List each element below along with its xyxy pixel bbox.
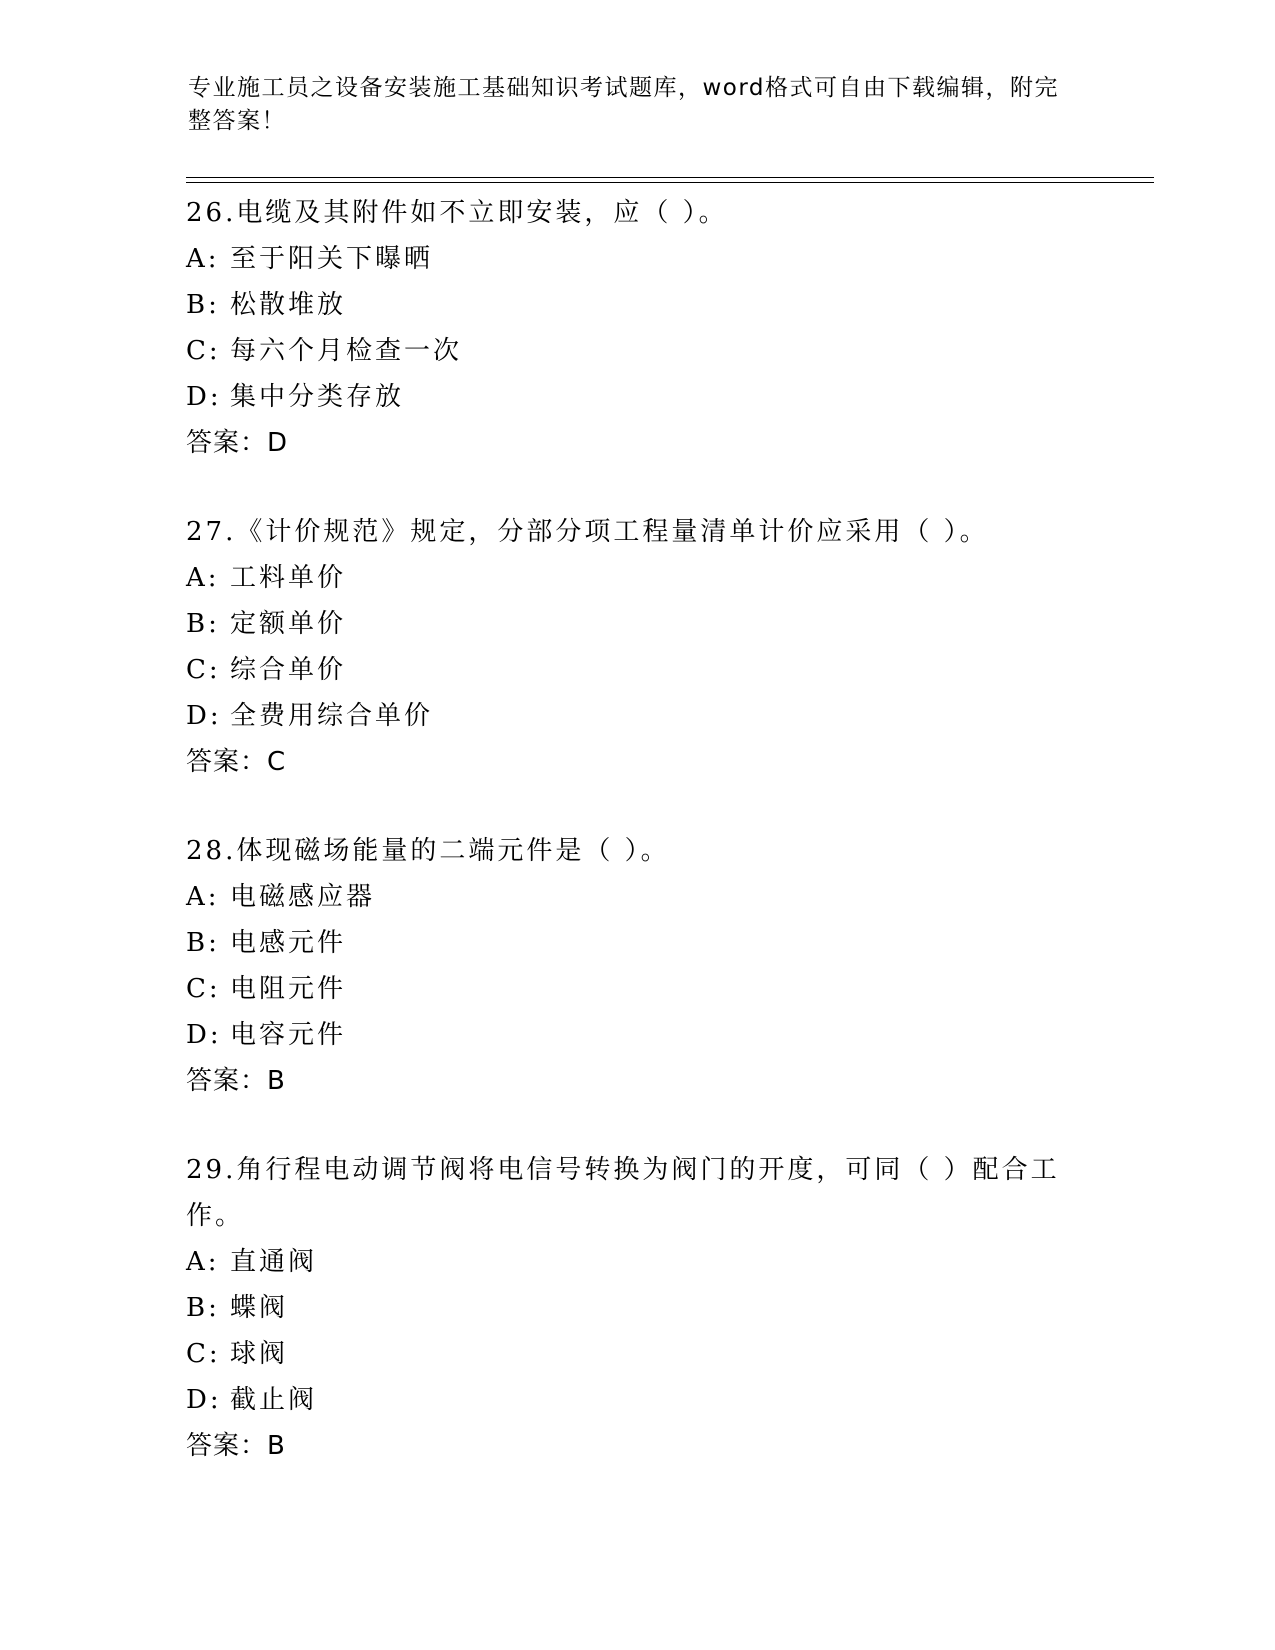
question-stem: 26.电缆及其附件如不立即安装，应（ ）。	[186, 198, 728, 228]
option-d	[186, 374, 1066, 420]
option-text: 全费用综合单价	[230, 701, 434, 731]
option-text: 集中分类存放	[230, 382, 405, 412]
option-text: 定额单价	[230, 609, 347, 639]
option-text: 截止阀	[230, 1385, 318, 1415]
option-key: A:	[186, 563, 220, 593]
header-divider-bottom	[186, 182, 1154, 183]
answer-line: 答案：B	[186, 1431, 286, 1461]
option-text: 电容元件	[230, 1020, 347, 1050]
option-a	[186, 555, 1066, 601]
option-b	[186, 601, 1066, 647]
option-key: A:	[186, 1247, 220, 1277]
option-key: C:	[186, 655, 221, 685]
question-28	[186, 828, 1066, 1104]
option-key: D:	[186, 1385, 222, 1415]
option-text: 电阻元件	[230, 974, 347, 1004]
header-divider-top	[186, 177, 1154, 178]
option-key: A:	[186, 244, 220, 274]
option-text: 电感元件	[230, 928, 347, 958]
option-b	[186, 1285, 1066, 1331]
option-text: 每六个月检查一次	[230, 336, 463, 366]
question-stem: 29.角行程电动调节阀将电信号转换为阀门的开度，可同（ ）配合工作。	[186, 1155, 1060, 1231]
answer-line: 答案：B	[186, 1066, 286, 1096]
option-d	[186, 1012, 1066, 1058]
option-text: 松散堆放	[230, 290, 347, 320]
document-header: 专业施工员之设备安装施工基础知识考试题库，word格式可自由下载编辑，附完整答案！	[188, 75, 1060, 134]
option-text: 球阀	[230, 1339, 289, 1369]
option-c	[186, 328, 1066, 374]
answer-line: 答案：C	[186, 747, 287, 777]
option-key: C:	[186, 974, 221, 1004]
option-a	[186, 1239, 1066, 1285]
option-a	[186, 874, 1066, 920]
option-c	[186, 1331, 1066, 1377]
answer-line: 答案：D	[186, 428, 289, 458]
option-key: B:	[186, 1293, 220, 1323]
option-text: 电磁感应器	[230, 882, 376, 912]
option-key: C:	[186, 1339, 221, 1369]
option-a	[186, 236, 1066, 282]
question-26	[186, 190, 1066, 466]
option-key: B:	[186, 928, 220, 958]
option-key: B:	[186, 609, 220, 639]
option-d	[186, 693, 1066, 739]
option-text: 至于阳关下曝晒	[230, 244, 434, 274]
option-b	[186, 920, 1066, 966]
question-29	[186, 1147, 1066, 1469]
option-key: D:	[186, 1020, 222, 1050]
option-key: C:	[186, 336, 221, 366]
option-c	[186, 966, 1066, 1012]
option-text: 直通阀	[230, 1247, 318, 1277]
option-key: A:	[186, 882, 220, 912]
question-stem: 28.体现磁场能量的二端元件是（ ）。	[186, 836, 670, 866]
question-27	[186, 509, 1066, 785]
option-d	[186, 1377, 1066, 1423]
option-text: 综合单价	[230, 655, 347, 685]
option-text: 工料单价	[230, 563, 347, 593]
option-text: 蝶阀	[230, 1293, 289, 1323]
question-stem: 27.《计价规范》规定，分部分项工程量清单计价应采用（ ）。	[186, 517, 989, 547]
option-c	[186, 647, 1066, 693]
option-key: D:	[186, 701, 222, 731]
option-key: B:	[186, 290, 220, 320]
option-b	[186, 282, 1066, 328]
option-key: D:	[186, 382, 222, 412]
